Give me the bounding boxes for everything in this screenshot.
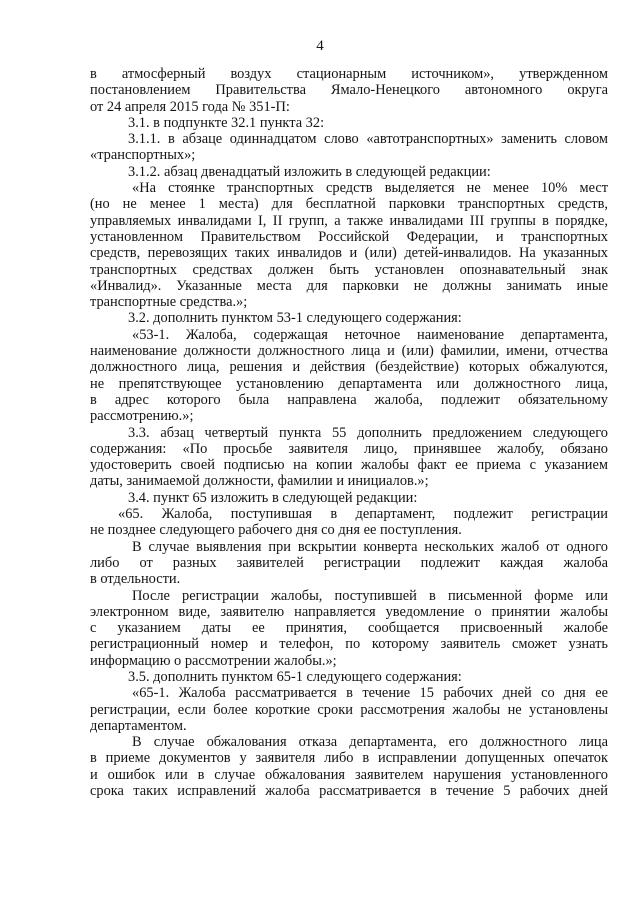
text-line: должностного лица, решения и действия (бездействие) которых обжалуются, — [90, 359, 608, 376]
text-line: не позднее следующего рабочего дня со дня ее поступления. — [90, 522, 462, 539]
text-line: регистрации, если более короткие сроки рассмотрения жалобы не установлены — [90, 701, 608, 718]
text-line: и ошибок или в случае обжалования заявителем нарушения установленного — [90, 766, 608, 783]
text-line: наименование должности должностного лица и (или) фамилии, имени, отчества — [90, 343, 608, 360]
text-line: В случае выявления при вскрытии конверта нескольких жалоб от одного — [132, 538, 608, 555]
text-line: «транспортных»; — [90, 147, 196, 164]
text-line: 3.1. в подпункте 32.1 пункта 32: — [128, 114, 325, 131]
text-line: «65. Жалоба, поступившая в департамент, подлежит регистрации — [118, 506, 608, 523]
text-line: «На стоянке транспортных средств выделяется не менее 10% мест — [132, 180, 608, 197]
text-line: департаментом. — [90, 717, 187, 734]
text-line: в отдельности. — [90, 571, 181, 588]
text-line: «Инвалид». Указанные места для парковки не должны занимать иные — [90, 277, 608, 294]
page-number: 4 — [316, 38, 324, 54]
text-line: информацию о рассмотрении жалобы.»; — [90, 652, 337, 669]
text-line: в адрес которого была направлена жалоба, подлежит обязательному — [90, 391, 608, 408]
document-body — [90, 66, 608, 799]
text-line: 3.1.2. абзац двенадцатый изложить в следующей редакции: — [128, 163, 491, 180]
text-line: регистрационный номер и телефон, по которому заявитель сможет узнать — [90, 636, 608, 653]
text-line: управляемых инвалидами I, II групп, а также инвалидами III группы в порядке, — [90, 212, 608, 229]
text-line: «53-1. Жалоба, содержащая неточное наименование департамента, — [132, 326, 608, 343]
text-line: с указанием даты ее принятия, сообщается присвоенный жалобе — [90, 620, 608, 637]
text-line: 3.4. пункт 65 изложить в следующей редакции: — [128, 489, 418, 506]
text-line: удостоверить своей подписью на копии жалобы факт ее приема с указанием — [90, 457, 608, 474]
text-line: рассмотрению.»; — [90, 408, 194, 425]
text-line: транспортные средства.»; — [90, 294, 248, 311]
text-line: даты, занимаемой должности, фамилии и инициалов.»; — [90, 473, 429, 490]
text-line: «65-1. Жалоба рассматривается в течение 15 рабочих дней со дня ее — [132, 685, 608, 702]
text-line: содержания: «По просьбе заявителя лицо, принявшее жалобу, обязано — [90, 440, 608, 457]
text-line: 3.2. дополнить пунктом 53-1 следующего содержания: — [128, 310, 462, 327]
text-line: в атмосферный воздух стационарным источником», утвержденном — [90, 66, 608, 82]
text-line: либо от разных заявителей регистрации подлежит каждая жалоба — [90, 554, 608, 571]
text-line: В случае обжалования отказа департамента, его должностного лица — [132, 734, 608, 751]
text-line: 3.1.1. в абзаце одиннадцатом слово «автотранспортных» заменить словом — [128, 131, 608, 148]
text-line: 3.3. абзац четвертый пункта 55 дополнить предложением следующего — [128, 424, 608, 441]
text-line: не препятствующее установлению департамента или должностного лица, — [90, 375, 608, 392]
text-line: в приеме документов у заявителя либо в исправлении допущенных опечаток — [90, 750, 608, 767]
text-line: средств, перевозящих таких инвалидов и (или) детей-инвалидов. На указанных — [90, 245, 608, 262]
text-line: установленном Правительством Российской Федерации, и транспортных — [90, 228, 608, 245]
text-line: электронном виде, заявителю направляется уведомление о принятии жалобы — [90, 603, 608, 620]
text-line: постановлением Правительства Ямало-Ненецкого автономного округа — [90, 82, 608, 99]
text-line: После регистрации жалобы, поступившей в письменной форме или — [132, 587, 608, 604]
text-line: от 24 апреля 2015 года № 351-П: — [90, 98, 290, 115]
text-line: транспортных средствах должен быть установлен опознавательный знак — [90, 261, 608, 278]
text-line: (но не менее 1 места) для бесплатной парковки транспортных средств, — [90, 196, 608, 213]
text-line: срока таких исправлений жалоба рассматривается в течение 5 рабочих дней — [90, 783, 608, 800]
text-line: 3.5. дополнить пунктом 65-1 следующего содержания: — [128, 668, 462, 685]
